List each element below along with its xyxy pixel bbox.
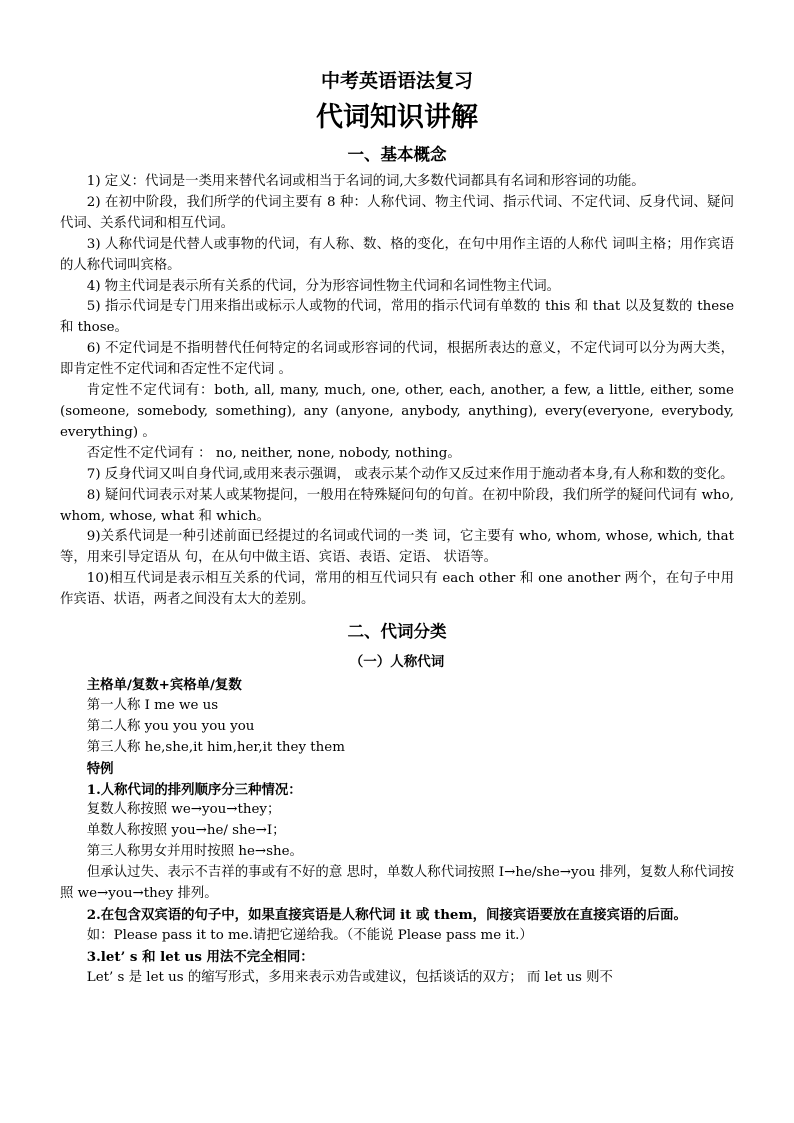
pronoun-row-second-person: 第二人称 you you you you [86, 718, 255, 734]
paragraph: 3) 人称代词是代替人或事物的代词，有人称、数、格的变化，在句中用作主语的人称代 词叫主格；用作宾语的人称代词叫宾格。 [60, 236, 734, 273]
paragraph: 1) 定义：代词是一类用来替代名词或相当于名词的词,大多数代词都具有名词和形容词的功能。 [86, 174, 645, 189]
rule-2-title: 2.在包含双宾语的句子中，如果直接宾语是人称代词 it 或 them，间接宾语要放在直接宾语的后面。 [86, 907, 687, 923]
rule-1-note: 但承认过失、表示不吉祥的事或有不好的意 思时，单数人称代词按照 I→he/she→you 排列，复数人称代词按照 we→you→they 排列。 [60, 865, 734, 902]
rule-1-line: 第三人称男女并用时按照 he→she。 [86, 844, 303, 860]
rule-3-title: 3.let’ s 和 let us 用法不完全相同： [86, 948, 314, 965]
rule-2-example: 如：Please pass it to me.请把它递给我。（不能说 Please pass me it.） [86, 927, 533, 943]
rule-1-line: 复数人称按照 we→you→they； [86, 802, 281, 818]
paragraph: 5) 指示代词是专门用来指出或标示人或物的代词，常用的指示代词有单数的 this 和 that 以及复数的 these 和 those。 [60, 299, 734, 336]
paragraph: 2) 在初中阶段，我们所学的代词主要有 8 种：人称代词、物主代词、指示代词、不定代词、反身代词、疑问代词、关系代词和相互代词。 [60, 194, 734, 231]
rule-1-line: 单数人称按照 you→he/ she→I； [86, 823, 286, 839]
paragraph: 肯定性不定代词有：both, all, many, much, one, other, each, another, a few, a little, either, some (someone, somebody, something), any (anyone, anybody, anything), every(everyone, everybody, everything) 。 [60, 383, 734, 440]
paragraph: 7) 反身代词又叫自身代词,或用来表示强调， 或表示某个动作又反过来作用于施动者本身,有人称和数的变化。 [86, 466, 734, 482]
paragraph: 4) 物主代词是表示所有关系的代词，分为形容词性物主代词和名词性物主代词。 [86, 278, 561, 294]
pronoun-row-third-person: 第三人称 he,she,it him,her,it they them [86, 739, 345, 755]
pronoun-row-first-person: 第一人称 I me we us [86, 697, 219, 713]
paragraph: 8) 疑问代词表示对某人或某物提问，一般用在特殊疑问句的句首。在初中阶段，我们所学的疑问代词有 who, whom, whose, what 和 which。 [60, 487, 734, 524]
paragraph: 6) 不定代词是不指明替代任何特定的名词或形容词的代词，根据所表达的意义，不定代词可以分为两大类，即肯定性不定代词和否定性不定代词 。 [60, 341, 734, 378]
special-cases-label: 特例 [86, 760, 114, 777]
paragraph: 否定性不定代词有 ： no, neither, none, nobody, nothing。 [86, 445, 461, 461]
paragraph: 10)相互代词是表示相互关系的代词，常用的相互代词只有 each other 和 one another 两个，在句子中用作宾语、状语，两者之间没有太大的差别。 [60, 571, 734, 608]
subsection-heading-personal-pronouns: （一）人称代词 [349, 654, 445, 671]
section-heading-basic-concepts: 一、基本概念 [347, 145, 447, 164]
document-title: 中考英语语法复习 [320, 70, 473, 92]
paragraph: 9)关系代词是一种引述前面已经提过的名词或代词的一类 词，它主要有 who, whom, whose, which, that 等，用来引导定语从 句，在从句中做主语、宾语、表语、定语、 状语等。 [60, 529, 734, 566]
document-subtitle: 代词知识讲解 [316, 102, 478, 133]
section-heading-pronoun-classification: 二、代词分类 [347, 622, 447, 642]
rule-1-title: 1.人称代词的排列顺序分三种情况： [86, 781, 302, 798]
pronoun-table-head: 主格单/复数+宾格单/复数 [86, 677, 242, 694]
rule-3-text: Let’ s 是 let us 的缩写形式，多用来表示劝告或建议，包括谈话的双方； 而 let us 则不 [86, 969, 613, 985]
